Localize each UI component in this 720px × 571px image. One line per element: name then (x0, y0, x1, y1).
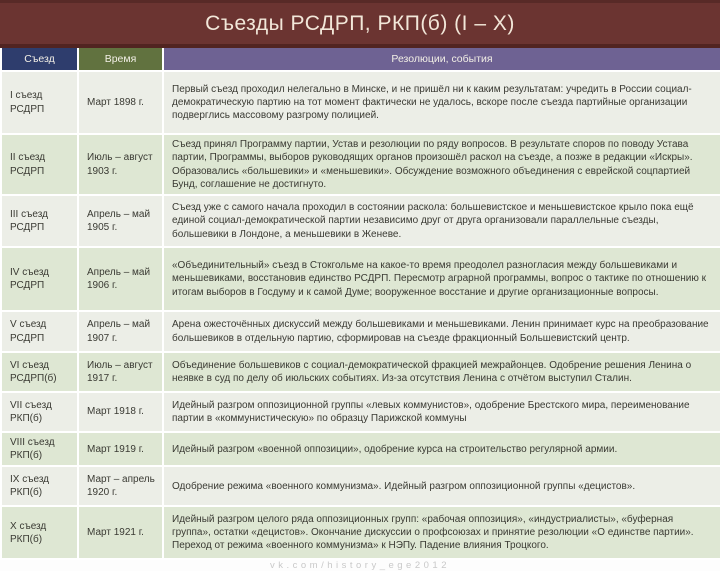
congress-cell: X съезд РКП(б) (1, 506, 78, 559)
time-cell: Март 1921 г. (78, 506, 163, 559)
table-row (1, 247, 720, 311)
table-row (1, 311, 720, 352)
table-row (1, 466, 720, 506)
column-header-time: Время (78, 48, 163, 71)
table-row (1, 392, 720, 432)
table-row (1, 71, 720, 134)
time-cell: Март 1898 г. (78, 71, 163, 134)
congress-cell: VI съезд РСДРП(б) (1, 352, 78, 392)
congress-cell: VII съезд РКП(б) (1, 392, 78, 432)
events-cell: Одобрение режима «военного коммунизма». Идейный разгром оппозиционной группы «децистов». (163, 466, 720, 506)
table-row (1, 352, 720, 392)
time-cell: Март 1919 г. (78, 432, 163, 466)
congress-cell: II съезд РСДРП (1, 134, 78, 195)
congress-cell: VIII съезд РКП(б) (1, 432, 78, 466)
time-cell: Апрель – май 1907 г. (78, 311, 163, 352)
congress-cell: IV съезд РСДРП (1, 247, 78, 311)
events-cell: Идейный разгром «военной оппозиции», одобрение курса на строительство регулярной армии. (163, 432, 720, 466)
watermark: vk.com/history_ege2012 (270, 560, 450, 571)
slide-title: Съезды РСДРП, РКП(б) (I – X) (205, 11, 515, 35)
table-header-row (1, 48, 720, 71)
slide-title-band (0, 0, 720, 48)
events-cell: Съезд принял Программу партии, Устав и резолюции по ряду вопросов. В результате споров по поводу Устава партии, Программы, выборов руководящих органов произошёл раскол на съезде, а позже в редакции «Искры». Образовались «большевики» и «меньшевики». Обсуждение возможного объединения с еврейской соцпартией Бунд, соглашение не достигнуто. (163, 134, 720, 195)
column-header-events: Резолюции, события (163, 48, 720, 71)
congress-cell: V съезд РСДРП (1, 311, 78, 352)
slide-footer (0, 560, 720, 571)
events-cell: Идейный разгром оппозиционной группы «левых коммунистов», одобрение Брестского мира, переименование партии в «коммунистическую» по образцу Парижской коммуны (163, 392, 720, 432)
congress-cell: III съезд РСДРП (1, 195, 78, 247)
congress-cell: IX съезд РКП(б) (1, 466, 78, 506)
table-row (1, 134, 720, 195)
events-cell: Первый съезд проходил нелегально в Минске, и не пришёл ни к каким результатам: учредить в России социал-демократическую партию на тот момент фактически не удалось, вскоре после съезда партийные организации подверглись массовому разгрому полицией. (163, 71, 720, 134)
time-cell: Июль – август 1917 г. (78, 352, 163, 392)
congress-table (0, 48, 720, 560)
time-cell: Июль – август 1903 г. (78, 134, 163, 195)
time-cell: Апрель – май 1906 г. (78, 247, 163, 311)
events-cell: Объединение большевиков с социал-демократической фракцией межрайонцев. Одобрение решения Ленина о неявке в суд по делу об июльских событиях. Из-за отсутствия Ленина с отчётом выступил Сталин. (163, 352, 720, 392)
table-body (1, 71, 720, 559)
table-row (1, 506, 720, 559)
time-cell: Апрель – май 1905 г. (78, 195, 163, 247)
events-cell: Арена ожесточённых дискуссий между большевиками и меньшевиками. Ленин принимает курс на преобразование большевиков в отдельную партию, сформировав на съезде фракционный Большевистский центр. (163, 311, 720, 352)
events-cell: «Объединительный» съезд в Стокгольме на какое-то время преодолел разногласия между большевиками и меньшевиками, восстановив единство РСДРП. Пересмотр аграрной программы, вопрос о тактике по отношению к итогам выборов в Госдуму и к самой Думе; вооруженное восстание и другие организационные вопросы. (163, 247, 720, 311)
table-row (1, 195, 720, 247)
table-header (1, 48, 720, 71)
events-cell: Съезд уже с самого начала проходил в состоянии раскола: большевистское и меньшевистское крыло пока ещё единой социал-демократической партии независимо друг от друга организовали параллельные съезды, большевики в Лондоне, а меньшевики в Женеве. (163, 195, 720, 247)
time-cell: Март 1918 г. (78, 392, 163, 432)
table-row (1, 432, 720, 466)
congress-cell: I съезд РСДРП (1, 71, 78, 134)
events-cell: Идейный разгром целого ряда оппозиционных групп: «рабочая оппозиция», «индустриалисты», «буферная группа», остатки «децистов». Окончание дискуссии о профсоюзах и принятие резолюции «О единстве партии». Переход от режима «военного коммунизма» к НЭПу. Падение влияния Троцкого. (163, 506, 720, 559)
column-header-congress: Съезд (1, 48, 78, 71)
time-cell: Март – апрель 1920 г. (78, 466, 163, 506)
